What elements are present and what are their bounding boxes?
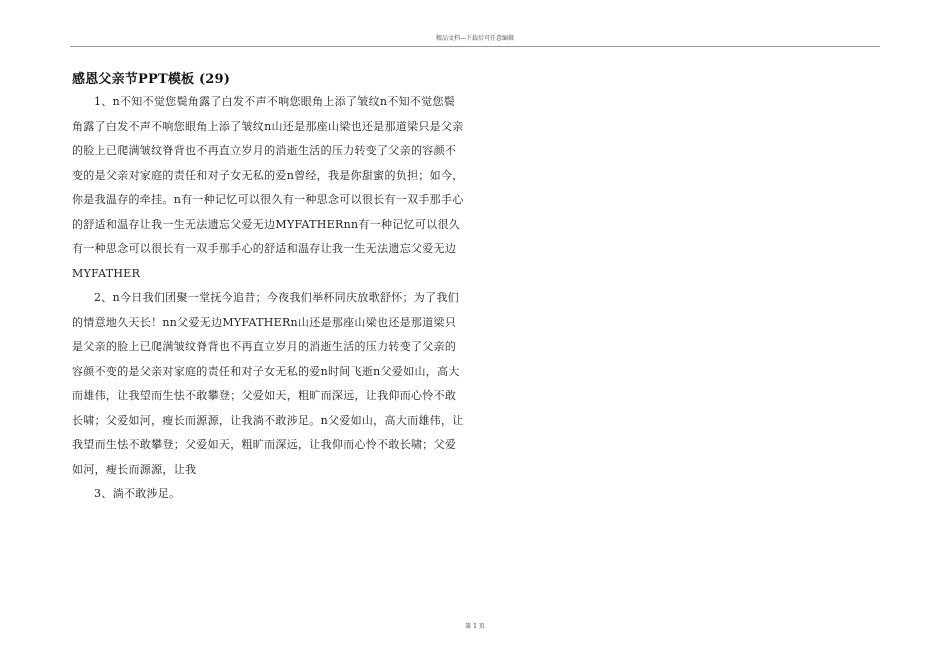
paragraph-1	[72, 90, 464, 286]
paragraph-2	[72, 286, 464, 482]
header-divider	[70, 46, 880, 47]
page-header-note: 精品文档---下载后可任意编辑	[435, 35, 515, 42]
paragraph-2-text: 2、n今日我们团聚一堂抚今追昔；今夜我们举杯同庆放歌舒怀；为了我们的情意地久天长！nn父爱无边MYFATHERn山还是那座山梁也还是那道梁只是父亲的脸上已爬满皱纹脊背也不再直立岁月的消逝生活的压力转变了父亲的容颜不变的是父亲对家庭的责任和对子女无私的爱n时间飞逝n父爱如山，高大而雄伟，让我望而生怯不敢攀登；父爱如天，粗旷而深远，让我仰而心怜不敢长啸；父爱如河，瘦长而源源，让我淌不敢涉足。n父爱如山，高大而雄伟，让我望而生怯不敢攀登；父爱如天，粗旷而深远，让我仰而心怜不敢长啸；父爱如河，瘦长而源源，让我	[72, 291, 464, 476]
page-number: 第 1 页	[465, 623, 485, 630]
paragraph-3	[72, 482, 464, 507]
paragraph-1-text: 1、n不知不觉您鬓角露了白发不声不响您眼角上添了皱纹n不知不觉您鬓角露了白发不声不响您眼角上添了皱纹n山还是那座山梁也还是那道梁只是父亲的脸上已爬满皱纹脊背也不再直立岁月的消逝生活的压力转变了父亲的容颜不变的是父亲对家庭的责任和对子女无私的爱n曾经，我是你甜蜜的负担；如今，你是我温存的牵挂。n有一种记忆可以很久有一种思念可以很长有一双手那手心的舒适和温存让我一生无法遗忘父爱无边MYFATHERnn有一种记忆可以很久有一种思念可以很长有一双手那手心的舒适和温存让我一生无法遗忘父爱无边MYFATHER	[72, 95, 464, 280]
paragraph-3-text: 3、淌不敢涉足。	[94, 487, 181, 500]
document-body	[72, 90, 464, 507]
document-title: 感恩父亲节PPT模板 (29)	[72, 72, 231, 87]
